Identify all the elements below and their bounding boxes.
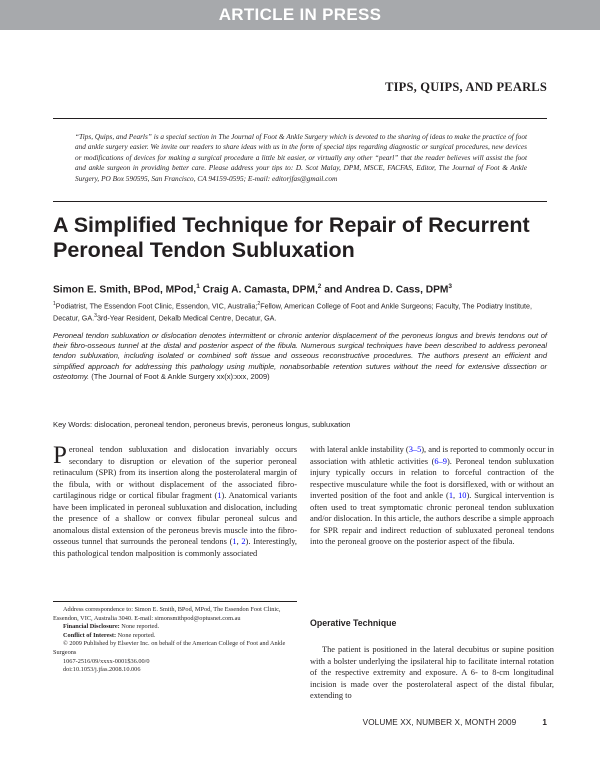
body-text: eroneal tendon subluxation and dislocation invariably occurs secondary to disruption or elevation of the superior peroneal retinaculum (SPR) from its insertion along the posterolateral margin of the fibula, with or without displacement of the associated fibro-cartilaginous ridge or cortical fibular fragment ( — [53, 445, 297, 500]
author-line — [53, 283, 553, 295]
copyright-note: © 2009 Published by Elsevier Inc. on behalf of the American College of Foot and Ankle Surgeons — [53, 640, 286, 656]
reference-link[interactable]: 1 — [217, 491, 222, 500]
body-text: ), and is reported to commonly occur in association with athletic activities ( — [310, 445, 554, 466]
issue-info: VOLUME XX, NUMBER X, MONTH 2009 — [362, 718, 517, 727]
reference-link[interactable]: 10 — [458, 491, 467, 500]
doi-note: doi:10.1053/j.jfas.2008.10.006 — [63, 666, 141, 674]
author-superscript: 1 — [196, 283, 200, 290]
abstract-citation: (The Journal of Foot & Ankle Surgery xx(x):xxx, 2009) — [89, 371, 270, 381]
conflict-of-interest — [53, 632, 297, 641]
affiliation-text: Fellow, American College of Foot and Ankle Surgeons; Faculty, The Podiatry Institute, Decatur, GA. — [53, 301, 532, 323]
body-text: ). Interestingly, this pathological tendon malposition is commonly associated — [53, 537, 298, 558]
reference-link[interactable]: 6–9 — [434, 456, 447, 466]
financial-disclosure — [53, 623, 297, 632]
body-text: ). Surgical intervention is often used to treat symptomatic chronic peroneal tendon subluxation and/or dislocation. In this article, the authors describe a simple approach for SPR repair and indirect reduction of subluxated peroneal tendons into the peroneal groove on the posterior aspect of the fibula. — [310, 491, 554, 546]
reference-link[interactable]: 3–5 — [408, 445, 422, 454]
author-name: Simon E. Smith, BPod, MPod, — [53, 284, 197, 296]
page-number: 1 — [542, 718, 547, 727]
footnote-rule — [53, 601, 297, 602]
affiliation-text: Podiatrist, The Essendon Foot Clinic, Essendon, VIC, Australia; — [55, 301, 258, 311]
abstract — [53, 331, 547, 382]
running-footer — [363, 718, 547, 727]
body-column-right — [310, 444, 554, 548]
abstract-text: Peroneal tendon subluxation or dislocation denotes intermittent or chronic anterior displacement of the peroneus longus and brevis tendons out of their fibro-osseous tunnel at the distal and posterior aspect of the fibula. Numerous surgical techniques have been described to address peroneal tendon subluxation, including isolated or combined soft tissue and osseous reconstructive procedures. The authors present an efficient and simplified approach for addressing this pathology using multiple, nonabsorbable retention sutures without the need for extensive dissection or osteotomy. — [53, 331, 547, 381]
reference-link[interactable]: 1 — [232, 537, 237, 546]
body-text: ). Anatomical variants have been implicated in peroneal subluxation and dislocation, including the presence of a shallow or convex fibular peroneal sulcus and anomalous distal extension of the peroneus brevis muscle into the fibro-osseous tunnel that surrounds the peroneal tendons ( — [53, 491, 297, 546]
body-text: , — [453, 491, 459, 500]
reference-link[interactable]: 2 — [241, 537, 246, 546]
reference-link[interactable]: 1 — [448, 491, 454, 500]
issn-note: 1067-2516/09/xxxx-0001$36.00/0 — [63, 657, 150, 665]
keywords: Key Words: dislocation, peroneal tendon, peroneus brevis, peroneus longus, subluxation — [53, 420, 351, 429]
affiliation-marker: 2 — [257, 301, 261, 307]
article-in-press-banner: ARTICLE IN PRESS — [0, 0, 600, 30]
affiliation-text: 3rd-Year Resident, Dekalb Medical Centre, Decatur, GA. — [96, 313, 277, 323]
intro-rule — [53, 201, 547, 202]
operative-technique-text: The patient is positioned in the lateral decubitus or supine position with a bolster underlying the ipsilateral hip to facilitate internal rotation of the respective extremity and exposure. A 6- to 8-cm longitudinal incision is made over the posterolateral aspect of the distal fibular, extending to — [310, 645, 554, 700]
top-rule — [53, 118, 547, 119]
drop-cap: P — [53, 442, 67, 469]
section-intro: “Tips, Quips, and Pearls” is a special section in The Journal of Foot & Ankle Surgery which is devoted to the sharing of ideas to make the practice of foot and ankle surgery easier. We invite our readers to share ideas with us in the form of special tips regarding diagnostic or surgical procedures, new devices or modifications of devices for making a surgical procedure a little bit easier, or virtually any other “pearl” that the reader believes will assist the foot and ankle surgeon in providing better care. Please address your tips to: D. Scot Malay, DPM, MSCE, FACFAS, Editor, The Journal of Foot & Ankle Surgery, PO Box 590595, San Francisco, CA 94159-0595; E-mail: editorjfas@gmail.com — [75, 132, 527, 183]
author-superscript: 3 — [448, 283, 453, 290]
conflict-of-interest-label: Conflict of Interest: — [63, 631, 117, 639]
footnotes — [53, 606, 297, 675]
body-text: with lateral ankle instability ( — [310, 445, 409, 454]
affiliations — [53, 299, 547, 324]
operative-technique-heading: Operative Technique — [310, 618, 397, 628]
affiliation-marker: 1 — [53, 301, 56, 307]
conflict-of-interest-value: None reported. — [116, 631, 156, 639]
body-text: ). Peroneal tendon subluxation injury typically occurs in relation to forceful contraction of the respective musculature while the foot is dorsiflexed, with or without an inverted position of the foot and ankle ( — [310, 456, 554, 500]
section-heading: TIPS, QUIPS, AND PEARLS — [385, 80, 547, 94]
article-title: A Simplified Technique for Repair of Recurrent Peroneal Tendon Subluxation — [53, 213, 530, 262]
author-name: Craig A. Camasta, DPM, — [199, 284, 318, 296]
author-name: and Andrea D. Cass, DPM — [321, 284, 449, 296]
financial-disclosure-label: Financial Disclosure: — [63, 623, 120, 631]
author-superscript: 2 — [317, 283, 322, 290]
affiliation-marker: 3 — [94, 313, 97, 320]
financial-disclosure-value: None reported. — [119, 623, 160, 631]
body-column-left — [53, 444, 297, 559]
body-text: , — [236, 537, 242, 546]
correspondence-note: Address correspondence to: Simon E. Smith, BPod, MPod, The Essendon Foot Clinic, Essendon, VIC, Australia 3040. E-mail: simonsmithpod@optusnet.com.au — [53, 606, 281, 622]
